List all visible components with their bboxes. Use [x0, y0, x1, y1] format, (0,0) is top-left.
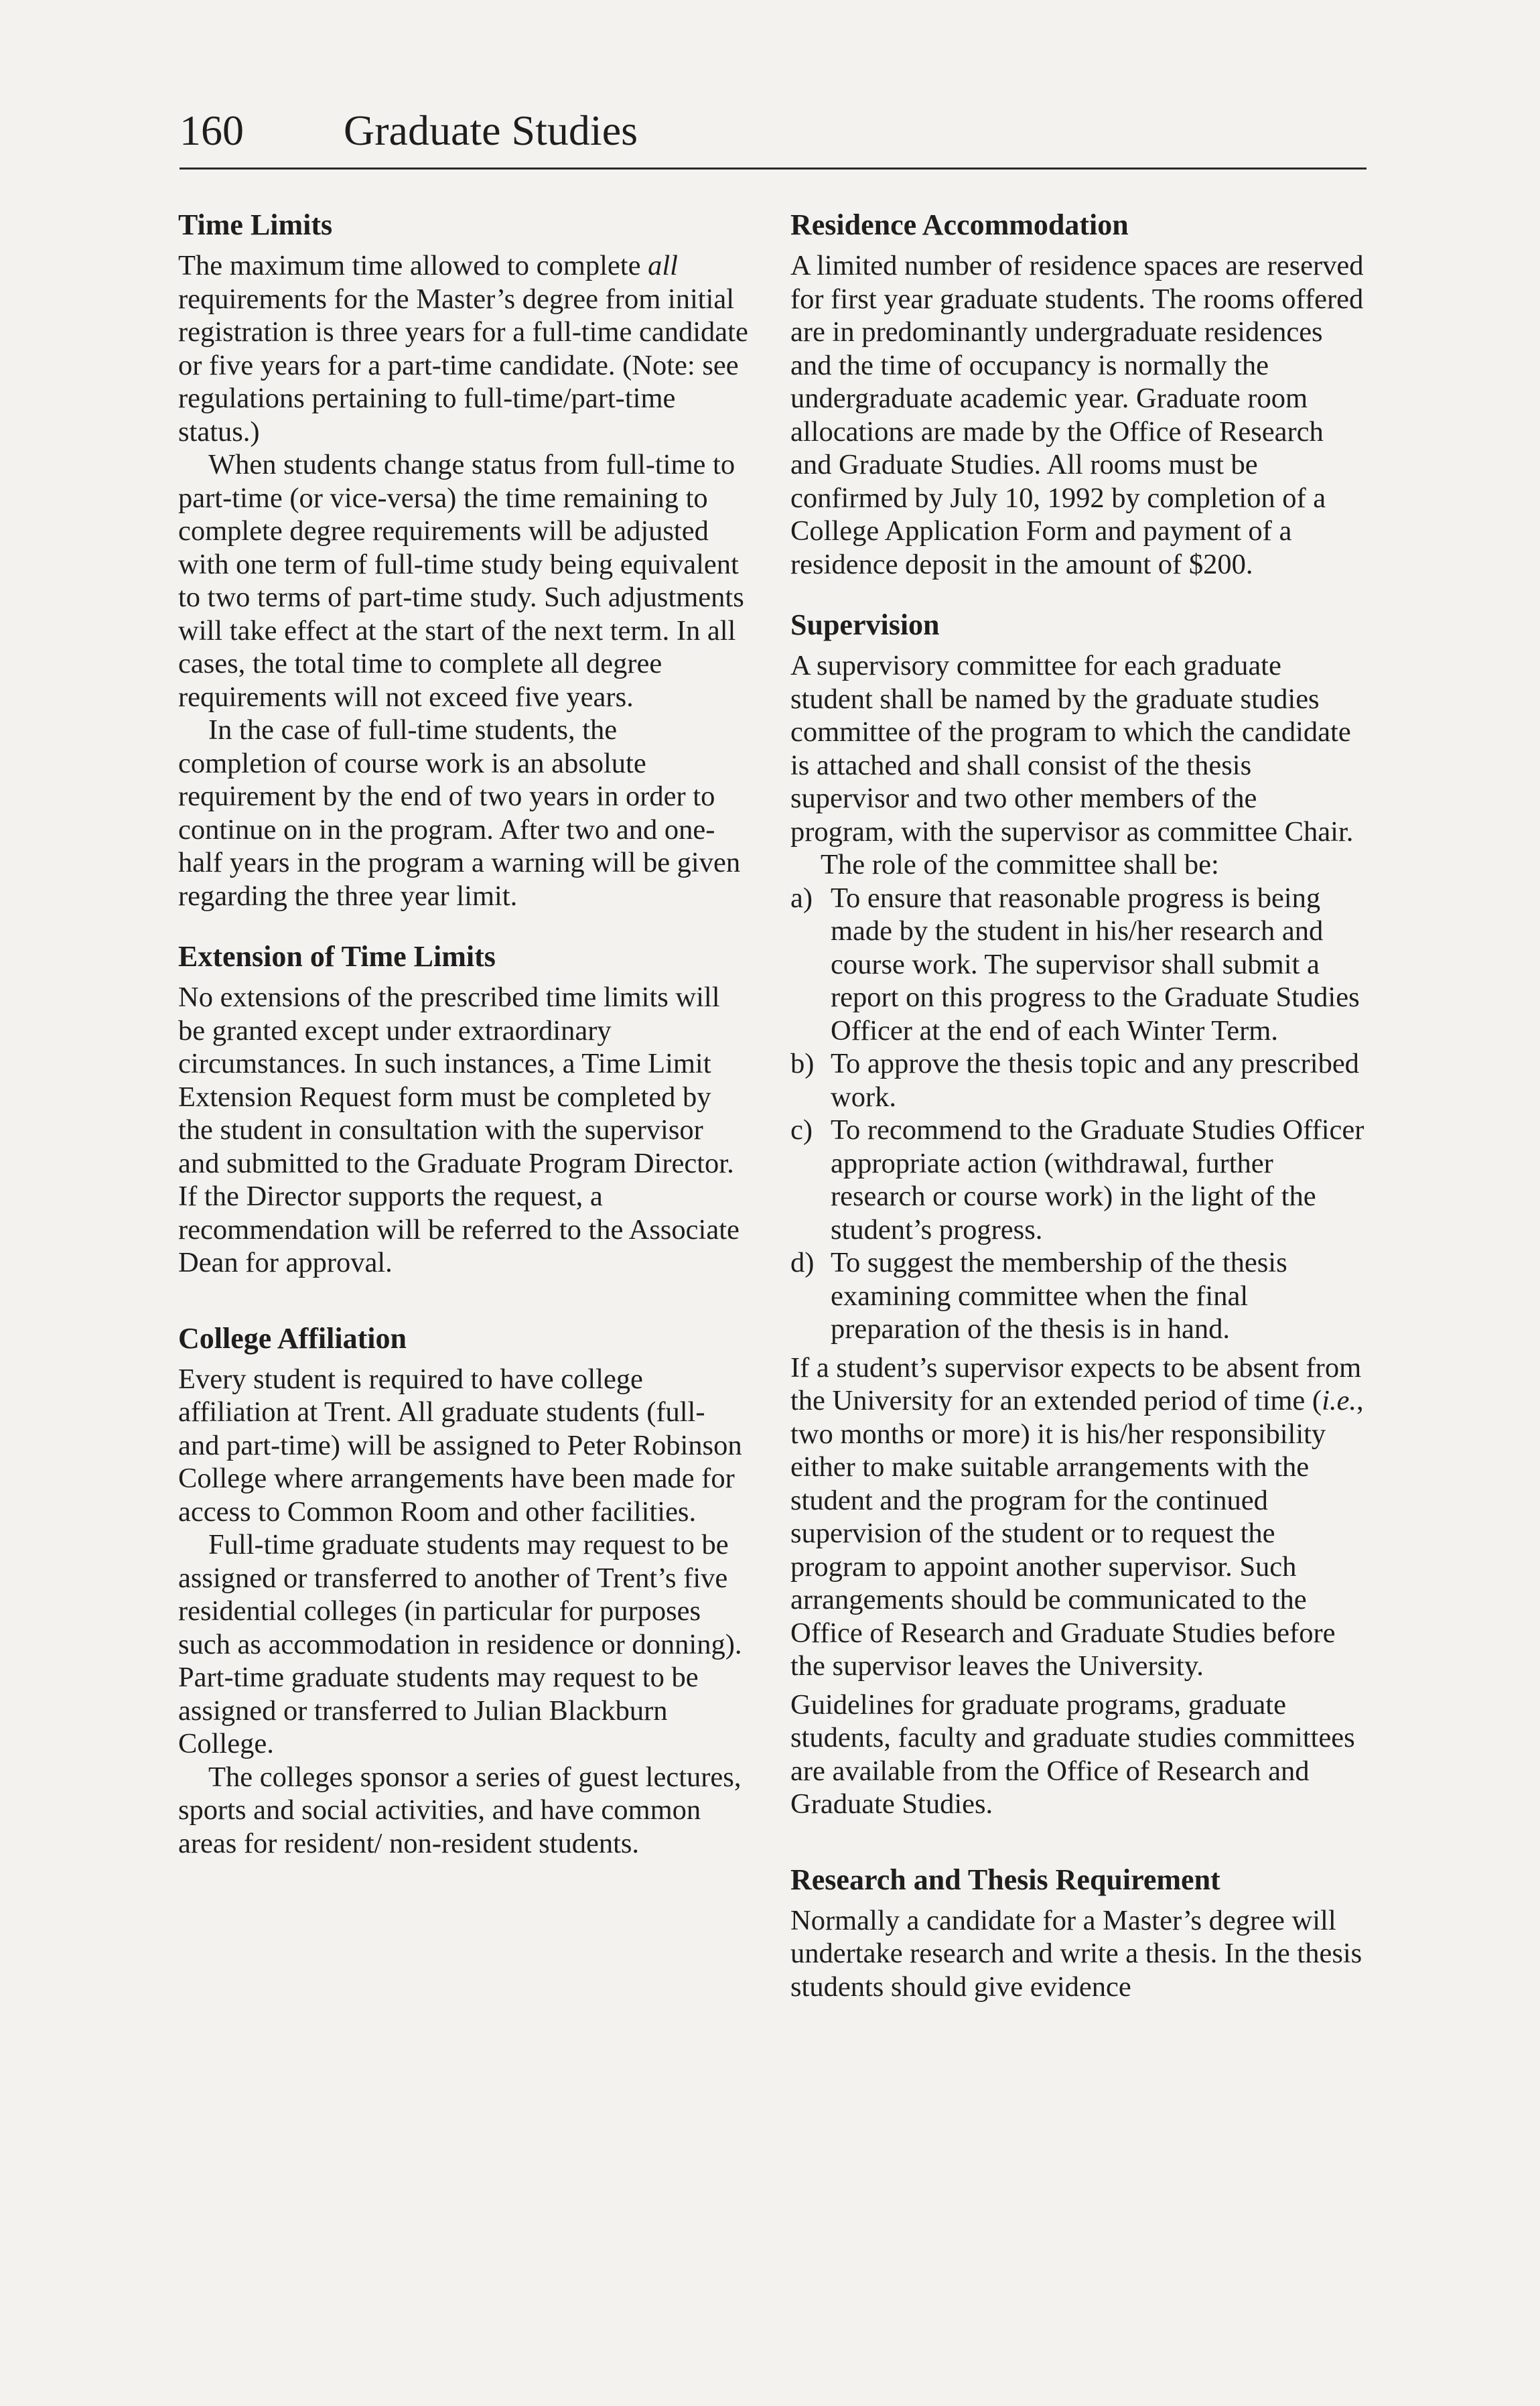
right-column — [790, 208, 1367, 2003]
paragraph: The role of the committee shall be: — [821, 849, 1219, 880]
section-extension-of-time-limits — [178, 939, 749, 1280]
paragraph: Full-time graduate students may request to be assigned or transferred to another of Trent’s five residential colleges (in particular for purposes such as accommodation in residence or donning). Part-time graduate students may request to be assigned or transferred to Julian Blackburn College. — [178, 1529, 742, 1759]
section-heading: Extension of Time Limits — [178, 940, 496, 973]
section-research-and-thesis — [790, 1863, 1367, 2004]
list-item-text: To recommend to the Graduate Studies Officer appropriate action (withdrawal, further research or course work) in the light of the student’s progress. — [831, 1114, 1364, 1246]
paragraph: In the case of full-time students, the completion of course work is an absolute requirement by the end of two years in order to continue on in the program. After two and one-half years in the program a warning will be given regarding the three year limit. — [178, 714, 741, 912]
text-run: The maximum time allowed to complete — [178, 250, 648, 281]
spacer — [790, 581, 1367, 608]
list-item — [790, 882, 1367, 1048]
section-residence-accommodation — [790, 208, 1367, 581]
list-marker: a) — [790, 882, 813, 914]
spacer — [790, 1821, 1367, 1863]
paragraph — [790, 1351, 1367, 1683]
section-college-affiliation — [178, 1321, 749, 1861]
section-heading: Time Limits — [178, 208, 333, 241]
running-head: Graduate Studies — [344, 107, 638, 154]
spacer — [178, 1280, 749, 1321]
left-column — [178, 208, 749, 1860]
list-marker: d) — [790, 1247, 815, 1278]
spacer — [178, 913, 749, 939]
paragraph: Guidelines for graduate programs, graduate students, faculty and graduate studies committees are available from the Office of Research and Graduate Studies. — [790, 1688, 1355, 1820]
paragraph: When students change status from full-time to part-time (or vice-versa) the time remaining to complete degree requirements will be adjusted with one term of full-time study being equivalent to two terms of part-time study. Such adjustments will take effect at the start of the next term. In all cases, the total time to complete all degree requirements will not exceed five years. — [178, 449, 744, 713]
section-time-limits — [178, 208, 749, 913]
section-heading: Supervision — [790, 608, 940, 641]
list-item — [790, 1114, 1367, 1246]
paragraph: The colleges sponsor a series of guest lectures, sports and social activities, and have common areas for resident/ non-resident students. — [178, 1761, 742, 1859]
list-marker: b) — [790, 1048, 815, 1079]
text-run: If a student’s supervisor expects to be absent from the University for an extended period of time ( — [790, 1351, 1362, 1416]
paragraph: Every student is required to have college affiliation at Trent. All graduate students (full- and part-time) will be assigned to Peter Robinson College where arrangements have been made for access to Common Room and other facilities. — [178, 1363, 742, 1528]
paragraph: A limited number of residence spaces are reserved for first year graduate students. The rooms offered are in predominantly undergraduate residences and the time of occupancy is normally the undergraduate academic year. Graduate room allocations are made by the Office of Research and Graduate Studies. All rooms must be confirmed by July 10, 1992 by completion of a College Application Form and payment of a residence deposit in the amount of $200. — [790, 250, 1364, 580]
emphasis-text: i.e. — [1322, 1385, 1356, 1416]
list-marker: c) — [790, 1114, 813, 1146]
list-item-text: To suggest the membership of the thesis examining committee when the final preparation of the thesis is in hand. — [831, 1247, 1287, 1345]
text-run: , two months or more) it is his/her responsibility either to make suitable arrangements with the student and the program for the continued supervision of the student or to request the program to appoint another supervisor. Such arrangements should be communicated to the Office of Research and Graduate Studies before the supervisor leaves the University. — [790, 1385, 1364, 1682]
page-number: 160 — [180, 107, 244, 154]
paragraph: No extensions of the prescribed time limits will be granted except under extraordinary circumstances. In such instances, a Time Limit Extension Request form must be completed by the student in consultation with the supervisor and submitted to the Graduate Program Director. If the Director supports the request, a recommendation will be referred to the Associate Dean for approval. — [178, 982, 740, 1278]
emphasis-text: all — [648, 250, 678, 281]
section-heading: College Affiliation — [178, 1321, 407, 1355]
paragraph: A supervisory committee for each graduate student shall be named by the graduate studies committee of the program to which the candidate is attached and shall consist of the thesis supervisor and two other members of the program, with the supervisor as committee Chair. — [790, 650, 1354, 848]
section-heading: Residence Accommodation — [790, 208, 1129, 241]
section-supervision — [790, 608, 1367, 1821]
list-item-text: To approve the thesis topic and any prescribed work. — [831, 1048, 1359, 1113]
list-item-text: To ensure that reasonable progress is being made by the student in his/her research and course work. The supervisor shall submit a report on this progress to the Graduate Studies Officer at the end of each Winter Term. — [831, 882, 1360, 1047]
page-header — [180, 104, 1367, 170]
list-item — [790, 1047, 1367, 1114]
committee-role-list — [790, 882, 1367, 1346]
text-run: requirements for the Master’s degree from initial registration is three years for a full-time candidate or five years for a part-time candidate. (Note: see regulations pertaining to full-time/part-time status.) — [178, 283, 748, 448]
list-item — [790, 1246, 1367, 1346]
paragraph — [178, 249, 749, 448]
paragraph: Normally a candidate for a Master’s degree will undertake research and write a thesis. In the thesis students should give evidence — [790, 1904, 1362, 2003]
section-heading: Research and Thesis Requirement — [790, 1863, 1220, 1896]
